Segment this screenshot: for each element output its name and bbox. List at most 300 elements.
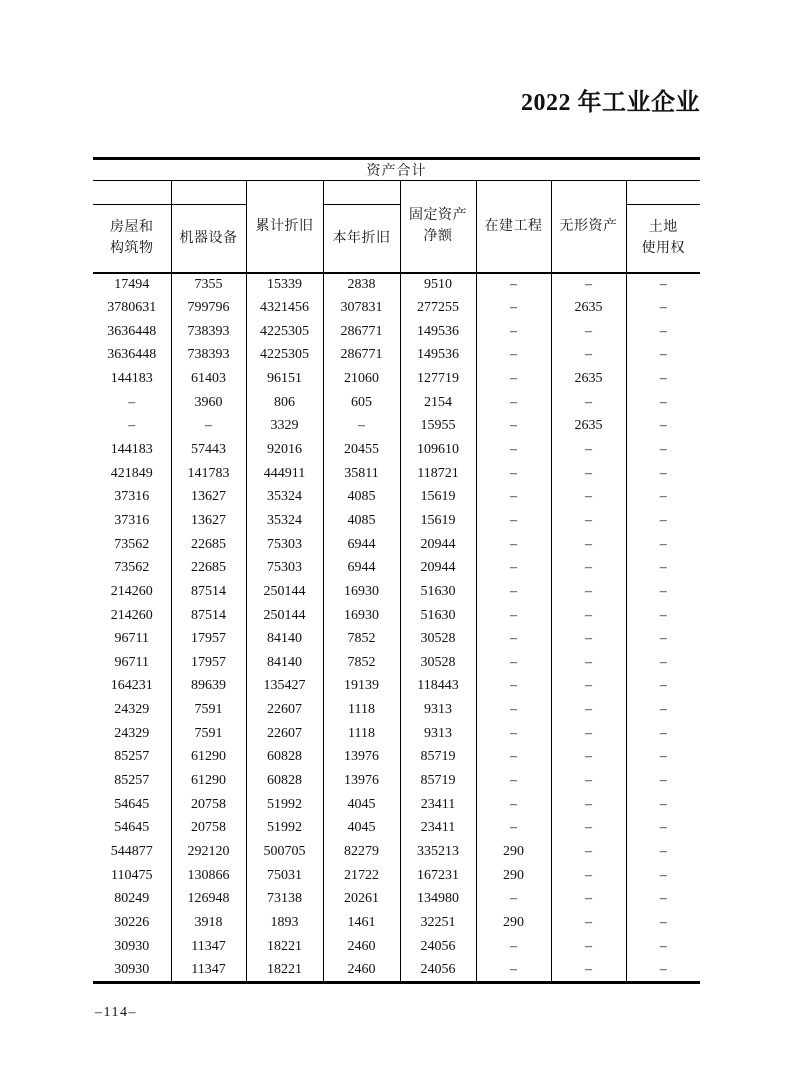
table-cell: 85257 bbox=[114, 749, 150, 765]
table-cell: – bbox=[551, 533, 626, 557]
table-cell: 144183 bbox=[110, 441, 153, 457]
table-cell: – bbox=[626, 414, 700, 438]
table-cell: – bbox=[551, 627, 626, 651]
table-cell: 54645 bbox=[114, 820, 150, 836]
col-header-label: 房屋和 bbox=[110, 220, 154, 236]
table-cell: 89639 bbox=[171, 675, 246, 699]
table-cell: – bbox=[551, 698, 626, 722]
table-cell: 2460 bbox=[323, 935, 400, 959]
table-cell: 4225305 bbox=[246, 343, 323, 367]
table-cell: 51630 bbox=[400, 580, 476, 604]
table-cell: 444911 bbox=[246, 462, 323, 486]
table-cell: – bbox=[626, 462, 700, 486]
col-header-label: 固定资产 bbox=[409, 208, 467, 224]
table-cell: 24329 bbox=[114, 725, 150, 741]
table-cell: 61290 bbox=[171, 769, 246, 793]
table-cell: 164231 bbox=[110, 678, 153, 694]
table-cell: – bbox=[551, 959, 626, 983]
table-cell: 13627 bbox=[171, 485, 246, 509]
table-row bbox=[93, 769, 700, 793]
table-cell: 84140 bbox=[246, 627, 323, 651]
table-cell: 738393 bbox=[171, 343, 246, 367]
table-cell: 96711 bbox=[114, 654, 149, 670]
table-cell: – bbox=[626, 675, 700, 699]
table-cell: – bbox=[626, 959, 700, 983]
table-cell: 60828 bbox=[246, 769, 323, 793]
col-header-label: 累计折旧 bbox=[255, 218, 314, 234]
table-cell: 82279 bbox=[323, 840, 400, 864]
table-cell: 4225305 bbox=[246, 320, 323, 344]
table-cell: – bbox=[626, 817, 700, 841]
table-cell: – bbox=[551, 509, 626, 533]
table-cell: – bbox=[626, 533, 700, 557]
table-cell: – bbox=[626, 296, 700, 320]
table-cell: 4085 bbox=[323, 485, 400, 509]
table-cell: 2838 bbox=[323, 273, 400, 297]
table-cell: – bbox=[626, 438, 700, 462]
table-cell: 85719 bbox=[400, 746, 476, 770]
table-cell: – bbox=[551, 675, 626, 699]
table-cell: 61290 bbox=[171, 746, 246, 770]
table-cell: 96151 bbox=[246, 367, 323, 391]
table-cell: 1461 bbox=[323, 911, 400, 935]
table-cell: 4321456 bbox=[246, 296, 323, 320]
table-row bbox=[93, 485, 700, 509]
col-header-current-year-depreciation bbox=[323, 205, 400, 273]
table-cell: – bbox=[626, 367, 700, 391]
col-header-label: 在建工程 bbox=[484, 218, 543, 234]
table-cell: 806 bbox=[246, 391, 323, 415]
table-cell: – bbox=[476, 438, 551, 462]
table-cell: 17957 bbox=[171, 627, 246, 651]
col-header-machinery-equipment bbox=[171, 205, 246, 273]
table-cell: – bbox=[626, 698, 700, 722]
table-row bbox=[93, 911, 700, 935]
table-cell: 9313 bbox=[400, 698, 476, 722]
table-cell: 51992 bbox=[246, 817, 323, 841]
col-header-label: 机器设备 bbox=[179, 230, 238, 246]
table-cell: – bbox=[476, 627, 551, 651]
table-cell: 30528 bbox=[400, 651, 476, 675]
table-cell: 4085 bbox=[323, 509, 400, 533]
table-cell: – bbox=[551, 746, 626, 770]
table-cell: – bbox=[476, 414, 551, 438]
table-cell: 605 bbox=[323, 391, 400, 415]
table-body bbox=[93, 273, 700, 983]
col-header-label: 净额 bbox=[423, 229, 453, 245]
table-cell: 13627 bbox=[171, 509, 246, 533]
table-cell: – bbox=[551, 864, 626, 888]
table-cell: 11347 bbox=[171, 959, 246, 983]
table-cell: 22607 bbox=[246, 722, 323, 746]
col-header-label: 使用权 bbox=[641, 241, 685, 257]
table-cell: – bbox=[476, 343, 551, 367]
spanner-header-total-assets: 资产合计 bbox=[93, 159, 700, 181]
table-cell: – bbox=[626, 793, 700, 817]
table-cell: 290 bbox=[476, 864, 551, 888]
table-cell: 141783 bbox=[171, 462, 246, 486]
table-cell: 21060 bbox=[323, 367, 400, 391]
table-row bbox=[93, 888, 700, 912]
table-cell: 2154 bbox=[400, 391, 476, 415]
table-cell: – bbox=[551, 935, 626, 959]
table-cell: – bbox=[626, 343, 700, 367]
table-cell: – bbox=[128, 418, 136, 434]
table-cell: 7591 bbox=[171, 698, 246, 722]
table-cell: – bbox=[551, 722, 626, 746]
table-cell: 149536 bbox=[400, 343, 476, 367]
table-cell: 13976 bbox=[323, 746, 400, 770]
table-row bbox=[93, 580, 700, 604]
table-cell: – bbox=[551, 343, 626, 367]
table-cell: 4045 bbox=[323, 793, 400, 817]
table-cell: – bbox=[476, 367, 551, 391]
table-cell: 21722 bbox=[323, 864, 400, 888]
table-cell: 2460 bbox=[323, 959, 400, 983]
table-cell: 250144 bbox=[246, 604, 323, 628]
table-cell: 37316 bbox=[114, 512, 150, 528]
table-cell: 30528 bbox=[400, 627, 476, 651]
table-cell: 130866 bbox=[171, 864, 246, 888]
table-cell: – bbox=[626, 485, 700, 509]
table-cell: 6944 bbox=[323, 533, 400, 557]
table-cell: 421849 bbox=[110, 465, 153, 481]
table-cell: 290 bbox=[476, 840, 551, 864]
table-cell: – bbox=[476, 769, 551, 793]
table-cell: – bbox=[626, 935, 700, 959]
table-row bbox=[93, 651, 700, 675]
table-cell: 11347 bbox=[171, 935, 246, 959]
table-cell: – bbox=[476, 604, 551, 628]
table-cell: – bbox=[476, 675, 551, 699]
table-cell: 18221 bbox=[246, 935, 323, 959]
table-cell: – bbox=[323, 414, 400, 438]
col-header-label: 土地 bbox=[648, 220, 678, 236]
table-cell: 23411 bbox=[400, 817, 476, 841]
table-cell: – bbox=[476, 651, 551, 675]
table-cell: 73138 bbox=[246, 888, 323, 912]
table-cell: 85257 bbox=[114, 773, 150, 789]
col-header-accumulated-depreciation bbox=[246, 181, 323, 273]
table-row bbox=[93, 817, 700, 841]
table-row bbox=[93, 675, 700, 699]
table-cell: 144183 bbox=[110, 370, 153, 386]
table-cell: – bbox=[551, 273, 626, 297]
table-cell: 20261 bbox=[323, 888, 400, 912]
table-row bbox=[93, 698, 700, 722]
table-cell: 57443 bbox=[171, 438, 246, 462]
table-row bbox=[93, 273, 700, 297]
table-row bbox=[93, 959, 700, 983]
table-cell: 20944 bbox=[400, 533, 476, 557]
table-cell: – bbox=[626, 509, 700, 533]
table-row bbox=[93, 627, 700, 651]
table-cell: 19139 bbox=[323, 675, 400, 699]
table-cell: 1893 bbox=[246, 911, 323, 935]
table-cell: 51992 bbox=[246, 793, 323, 817]
table-cell: 134980 bbox=[400, 888, 476, 912]
table-cell: – bbox=[551, 793, 626, 817]
table-cell: – bbox=[476, 462, 551, 486]
table-cell: 35811 bbox=[323, 462, 400, 486]
table-cell: – bbox=[626, 769, 700, 793]
table-cell: – bbox=[551, 604, 626, 628]
table-cell: – bbox=[626, 580, 700, 604]
table-cell: 73562 bbox=[114, 536, 150, 552]
table-row bbox=[93, 556, 700, 580]
table-row bbox=[93, 864, 700, 888]
table-cell: 135427 bbox=[246, 675, 323, 699]
table-cell: 22685 bbox=[171, 533, 246, 557]
table-cell: – bbox=[551, 485, 626, 509]
table-cell: – bbox=[551, 391, 626, 415]
table-cell: 16930 bbox=[323, 604, 400, 628]
table-row bbox=[93, 296, 700, 320]
table-cell: 2635 bbox=[551, 414, 626, 438]
table-cell: 118443 bbox=[400, 675, 476, 699]
table-cell: 214260 bbox=[110, 607, 153, 623]
table-cell: 16930 bbox=[323, 580, 400, 604]
table-cell: 15619 bbox=[400, 485, 476, 509]
col-header-label: 本年折旧 bbox=[332, 230, 391, 246]
table-header bbox=[93, 159, 700, 273]
table-cell: – bbox=[626, 864, 700, 888]
header-empty-cell-current-year-depreciation bbox=[323, 181, 400, 205]
table-cell: 3329 bbox=[246, 414, 323, 438]
col-header-land-use-rights bbox=[626, 205, 700, 273]
table-cell: – bbox=[551, 320, 626, 344]
table-cell: 290 bbox=[476, 911, 551, 935]
table-cell: – bbox=[476, 959, 551, 983]
table-cell: 799796 bbox=[171, 296, 246, 320]
col-header-construction-in-progress bbox=[476, 181, 551, 273]
table-cell: 214260 bbox=[110, 583, 153, 599]
table-cell: – bbox=[476, 580, 551, 604]
table-cell: – bbox=[476, 296, 551, 320]
col-header-houses-structures bbox=[93, 205, 171, 273]
table-cell: 84140 bbox=[246, 651, 323, 675]
table-cell: 307831 bbox=[323, 296, 400, 320]
table-cell: – bbox=[128, 394, 136, 410]
table-cell: – bbox=[476, 888, 551, 912]
table-row bbox=[93, 320, 700, 344]
page-number: –114– bbox=[95, 1005, 137, 1020]
table-cell: – bbox=[626, 911, 700, 935]
table-row bbox=[93, 509, 700, 533]
table-cell: 167231 bbox=[400, 864, 476, 888]
table-cell: 738393 bbox=[171, 320, 246, 344]
table-cell: – bbox=[626, 273, 700, 297]
table-cell: 20944 bbox=[400, 556, 476, 580]
table-cell: – bbox=[626, 651, 700, 675]
table-cell: 3636448 bbox=[107, 323, 157, 339]
table-cell: – bbox=[551, 888, 626, 912]
table-cell: 118721 bbox=[400, 462, 476, 486]
table-cell: 30930 bbox=[114, 961, 150, 977]
table-cell: – bbox=[476, 391, 551, 415]
table-cell: 61403 bbox=[171, 367, 246, 391]
table-cell: 87514 bbox=[171, 580, 246, 604]
table-cell: 73562 bbox=[114, 560, 150, 576]
table-cell: 3918 bbox=[171, 911, 246, 935]
table-cell: 7355 bbox=[171, 273, 246, 297]
table-cell: 23411 bbox=[400, 793, 476, 817]
table-cell: 2635 bbox=[551, 296, 626, 320]
table-cell: 7852 bbox=[323, 651, 400, 675]
table-cell: – bbox=[551, 911, 626, 935]
table-cell: 292120 bbox=[171, 840, 246, 864]
table-row bbox=[93, 438, 700, 462]
table-cell: 126948 bbox=[171, 888, 246, 912]
table-cell: 80249 bbox=[114, 891, 150, 907]
table-cell: 75031 bbox=[246, 864, 323, 888]
table-cell: – bbox=[551, 438, 626, 462]
table-cell: 54645 bbox=[114, 796, 150, 812]
table-cell: 1118 bbox=[323, 698, 400, 722]
table-cell: – bbox=[626, 888, 700, 912]
header-empty-cell-houses-structures bbox=[93, 181, 171, 205]
table-cell: – bbox=[626, 604, 700, 628]
table-cell: – bbox=[626, 746, 700, 770]
table-cell: – bbox=[626, 627, 700, 651]
table-cell: 51630 bbox=[400, 604, 476, 628]
table-cell: 149536 bbox=[400, 320, 476, 344]
table-cell: – bbox=[476, 935, 551, 959]
table-cell: 85719 bbox=[400, 769, 476, 793]
table-cell: – bbox=[626, 320, 700, 344]
table-cell: – bbox=[476, 746, 551, 770]
table-row bbox=[93, 343, 700, 367]
table-cell: 24056 bbox=[400, 959, 476, 983]
table-cell: 22685 bbox=[171, 556, 246, 580]
table-cell: – bbox=[551, 840, 626, 864]
table-cell: – bbox=[626, 391, 700, 415]
table-cell: 2635 bbox=[551, 367, 626, 391]
table-cell: – bbox=[626, 556, 700, 580]
table-cell: 3636448 bbox=[107, 347, 157, 363]
table-row bbox=[93, 533, 700, 557]
table-cell: – bbox=[476, 509, 551, 533]
table-cell: 32251 bbox=[400, 911, 476, 935]
table-cell: 1118 bbox=[323, 722, 400, 746]
col-header-net-fixed-assets bbox=[400, 181, 476, 273]
table-row bbox=[93, 604, 700, 628]
table-row bbox=[93, 746, 700, 770]
page-title: 2022 年工业企业 bbox=[521, 90, 700, 116]
table-row bbox=[93, 414, 700, 438]
table-row bbox=[93, 935, 700, 959]
table-cell: – bbox=[476, 793, 551, 817]
table-cell: 7852 bbox=[323, 627, 400, 651]
table-row bbox=[93, 462, 700, 486]
table-row bbox=[93, 391, 700, 415]
table-cell: 4045 bbox=[323, 817, 400, 841]
table-cell: 20758 bbox=[171, 817, 246, 841]
table-cell: 30930 bbox=[114, 938, 150, 954]
table-cell: 110475 bbox=[111, 867, 153, 883]
table-cell: 96711 bbox=[114, 631, 149, 647]
table-cell: 277255 bbox=[400, 296, 476, 320]
table-cell: 75303 bbox=[246, 533, 323, 557]
table-cell: 35324 bbox=[246, 485, 323, 509]
table-cell: 15339 bbox=[246, 273, 323, 297]
table-cell: 24329 bbox=[114, 702, 150, 718]
table-cell: 18221 bbox=[246, 959, 323, 983]
table-cell: 3960 bbox=[171, 391, 246, 415]
table-cell: – bbox=[476, 320, 551, 344]
table-row bbox=[93, 367, 700, 391]
table-cell: 22607 bbox=[246, 698, 323, 722]
table-cell: – bbox=[626, 722, 700, 746]
table-cell: – bbox=[551, 580, 626, 604]
table-cell: 9510 bbox=[400, 273, 476, 297]
table-cell: 127719 bbox=[400, 367, 476, 391]
table-cell: – bbox=[476, 556, 551, 580]
table-cell: 75303 bbox=[246, 556, 323, 580]
table-cell: 7591 bbox=[171, 722, 246, 746]
table-cell: – bbox=[476, 533, 551, 557]
table-cell: 544877 bbox=[110, 844, 153, 860]
header-upper-row bbox=[93, 181, 700, 205]
table-cell: – bbox=[551, 556, 626, 580]
table-cell: 35324 bbox=[246, 509, 323, 533]
spanner-row bbox=[93, 159, 700, 181]
table-cell: – bbox=[476, 698, 551, 722]
table-cell: 109610 bbox=[400, 438, 476, 462]
table-cell: – bbox=[476, 817, 551, 841]
assets-table bbox=[93, 157, 700, 984]
table-cell: – bbox=[476, 722, 551, 746]
header-empty-cell-land-use-rights bbox=[626, 181, 700, 205]
table-cell: 286771 bbox=[323, 320, 400, 344]
table-cell: – bbox=[626, 840, 700, 864]
col-header-label: 无形资产 bbox=[559, 218, 618, 234]
table-cell: – bbox=[551, 651, 626, 675]
table-cell: – bbox=[551, 462, 626, 486]
table-row bbox=[93, 722, 700, 746]
table-row bbox=[93, 840, 700, 864]
table-cell: 3780631 bbox=[107, 299, 157, 315]
table-cell: 9313 bbox=[400, 722, 476, 746]
table-cell: – bbox=[476, 273, 551, 297]
col-header-intangible-assets bbox=[551, 181, 626, 273]
col-header-label: 构筑物 bbox=[110, 241, 154, 257]
table-cell: 20455 bbox=[323, 438, 400, 462]
table-cell: 20758 bbox=[171, 793, 246, 817]
table-cell: 15955 bbox=[400, 414, 476, 438]
table-cell: 500705 bbox=[246, 840, 323, 864]
table-cell: 17957 bbox=[171, 651, 246, 675]
table-cell: 92016 bbox=[246, 438, 323, 462]
table-cell: 37316 bbox=[114, 489, 150, 505]
table-cell: 15619 bbox=[400, 509, 476, 533]
table-cell: 335213 bbox=[400, 840, 476, 864]
header-empty-cell-machinery-equipment bbox=[171, 181, 246, 205]
table-cell: 87514 bbox=[171, 604, 246, 628]
table-cell: – bbox=[476, 485, 551, 509]
table-cell: 30226 bbox=[114, 915, 150, 931]
table-cell: – bbox=[551, 769, 626, 793]
table-cell: 250144 bbox=[246, 580, 323, 604]
table-cell: 13976 bbox=[323, 769, 400, 793]
table-cell: 24056 bbox=[400, 935, 476, 959]
table-cell: – bbox=[551, 817, 626, 841]
table-cell: 286771 bbox=[323, 343, 400, 367]
table-cell: 60828 bbox=[246, 746, 323, 770]
table-cell: 17494 bbox=[114, 276, 150, 292]
table-row bbox=[93, 793, 700, 817]
table-cell: – bbox=[171, 414, 246, 438]
